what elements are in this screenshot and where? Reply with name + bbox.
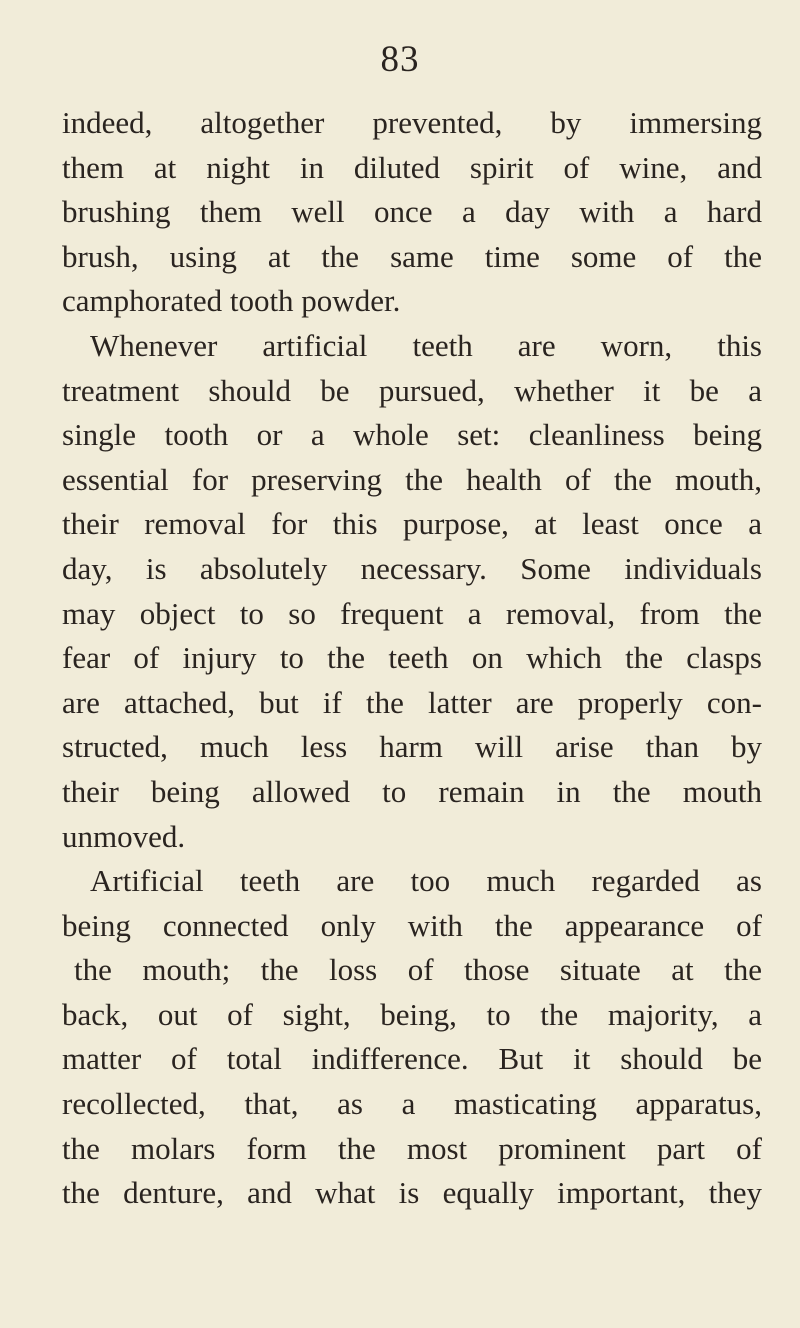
paragraph-start-line: Artificial teeth are too much regarded as	[90, 863, 762, 899]
text-line: matter of total indifference. But it should be	[62, 1041, 762, 1077]
text-line: being connected only with the appearance of	[62, 907, 762, 943]
text-line: single tooth or a whole set: cleanliness being	[62, 417, 762, 453]
text-line: the mouth; the loss of those situate at the	[74, 952, 762, 988]
text-line: treatment should be pursued, whether it be a	[62, 372, 762, 408]
text-line: day, is absolutely necessary. Some individuals	[62, 550, 762, 586]
text-line: brush, using at the same time some of the	[62, 238, 762, 274]
text-line: their being allowed to remain in the mouth	[62, 773, 762, 809]
text-line: structed, much less harm will arise than by	[62, 729, 762, 765]
page-number: 83	[380, 39, 420, 80]
text-line: recollected, that, as a masticating apparatus,	[62, 1086, 762, 1122]
body-text	[62, 101, 762, 1216]
text-line: unmoved.	[62, 818, 186, 854]
text-line: them at night in diluted spirit of wine, and	[62, 149, 762, 185]
text-line: are attached, but if the latter are properly con-	[62, 684, 762, 720]
text-line: brushing them well once a day with a hard	[62, 194, 762, 230]
text-line: the denture, and what is equally important, they	[62, 1175, 762, 1211]
text-line: camphorated tooth powder.	[62, 283, 401, 319]
text-line: may object to so frequent a removal, from the	[62, 595, 762, 631]
paragraph-start-line: Whenever artificial teeth are worn, this	[90, 327, 762, 363]
text-line: essential for preserving the health of the mouth,	[62, 461, 762, 497]
text-line: back, out of sight, being, to the majority, a	[62, 996, 762, 1032]
text-line: the molars form the most prominent part of	[62, 1130, 762, 1166]
text-line: their removal for this purpose, at least once a	[62, 506, 762, 542]
text-line: fear of injury to the teeth on which the clasps	[62, 640, 762, 676]
text-line: indeed, altogether prevented, by immersing	[62, 105, 762, 140]
